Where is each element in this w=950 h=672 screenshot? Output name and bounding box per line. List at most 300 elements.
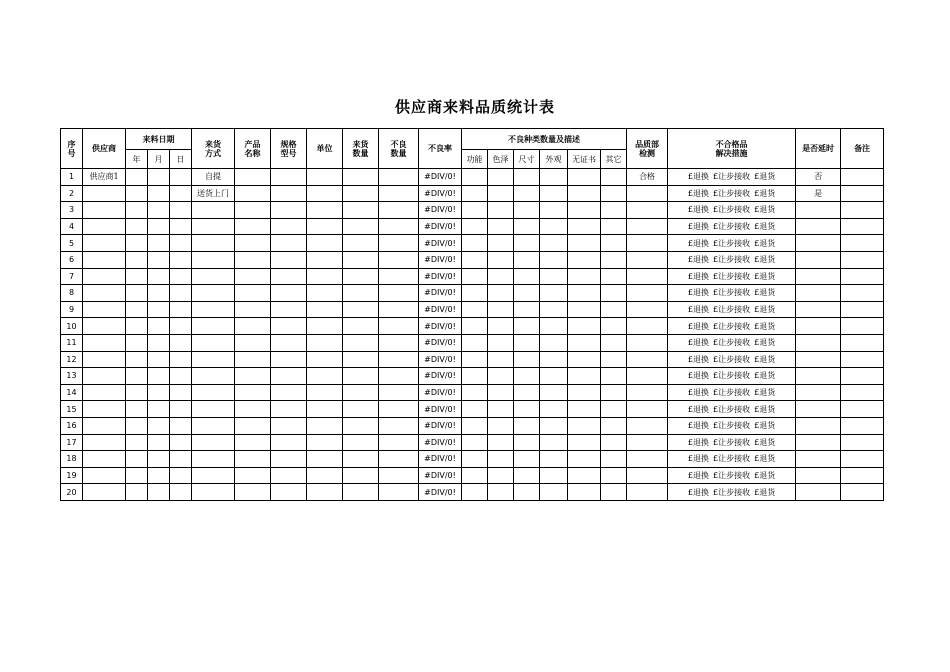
measure-option[interactable]: £退货 xyxy=(754,255,776,265)
cell-defect-function[interactable] xyxy=(462,467,488,484)
cell-product[interactable] xyxy=(235,434,271,451)
cell-mode[interactable] xyxy=(192,202,235,219)
cell-defect-other[interactable] xyxy=(601,368,627,385)
cell-qty-in[interactable] xyxy=(343,351,379,368)
cell-defect-appearance[interactable] xyxy=(540,202,568,219)
cell-defect-function[interactable] xyxy=(462,285,488,302)
cell-qc[interactable] xyxy=(627,268,668,285)
cell-supplier[interactable] xyxy=(83,401,126,418)
measure-option[interactable]: £退货 xyxy=(754,172,776,182)
cell-day[interactable] xyxy=(170,285,192,302)
measure-option[interactable]: £退货 xyxy=(754,188,776,198)
cell-mode[interactable]: 送货上门 xyxy=(192,185,235,202)
cell-month[interactable] xyxy=(148,434,170,451)
cell-seq[interactable]: 1 xyxy=(61,169,83,186)
cell-seq[interactable]: 20 xyxy=(61,484,83,501)
cell-year[interactable] xyxy=(126,467,148,484)
cell-year[interactable] xyxy=(126,235,148,252)
cell-seq[interactable]: 8 xyxy=(61,285,83,302)
cell-defect-nocert[interactable] xyxy=(568,384,601,401)
cell-defect-appearance[interactable] xyxy=(540,417,568,434)
cell-notes[interactable] xyxy=(841,368,884,385)
cell-defect-nocert[interactable] xyxy=(568,334,601,351)
measure-option[interactable]: £退换 xyxy=(687,238,710,248)
cell-month[interactable] xyxy=(148,417,170,434)
cell-defect-nocert[interactable] xyxy=(568,318,601,335)
measure-option[interactable]: £退货 xyxy=(754,421,776,431)
cell-measures[interactable] xyxy=(668,285,796,302)
cell-year[interactable] xyxy=(126,285,148,302)
cell-spec[interactable] xyxy=(271,351,307,368)
cell-defect-appearance[interactable] xyxy=(540,401,568,418)
measure-option[interactable]: £退货 xyxy=(754,437,776,447)
cell-mode[interactable]: 自提 xyxy=(192,169,235,186)
cell-rate[interactable]: #DIV/0! xyxy=(419,467,462,484)
cell-delay[interactable] xyxy=(796,368,841,385)
cell-defect-size[interactable] xyxy=(514,467,540,484)
measure-option[interactable]: £让步接收 xyxy=(713,404,751,414)
cell-defect-size[interactable] xyxy=(514,368,540,385)
cell-delay[interactable] xyxy=(796,268,841,285)
cell-spec[interactable] xyxy=(271,202,307,219)
cell-qc[interactable] xyxy=(627,467,668,484)
cell-defect-nocert[interactable] xyxy=(568,301,601,318)
cell-unit[interactable] xyxy=(307,285,343,302)
cell-defect-nocert[interactable] xyxy=(568,218,601,235)
cell-notes[interactable] xyxy=(841,251,884,268)
cell-qty-in[interactable] xyxy=(343,434,379,451)
cell-defect-other[interactable] xyxy=(601,451,627,468)
cell-defect-color[interactable] xyxy=(488,285,514,302)
cell-supplier[interactable] xyxy=(83,268,126,285)
measure-option[interactable]: £退货 xyxy=(754,454,776,464)
cell-qc[interactable] xyxy=(627,251,668,268)
cell-defect-size[interactable] xyxy=(514,334,540,351)
cell-qty-in[interactable] xyxy=(343,384,379,401)
cell-defect-size[interactable] xyxy=(514,384,540,401)
measure-option[interactable]: £让步接收 xyxy=(713,271,751,281)
cell-product[interactable] xyxy=(235,285,271,302)
measure-option[interactable]: £退货 xyxy=(754,222,776,232)
cell-supplier[interactable] xyxy=(83,334,126,351)
measure-option[interactable]: £让步接收 xyxy=(713,255,751,265)
measure-option[interactable]: £退换 xyxy=(687,437,710,447)
cell-day[interactable] xyxy=(170,417,192,434)
cell-qc[interactable] xyxy=(627,218,668,235)
cell-day[interactable] xyxy=(170,451,192,468)
measure-option[interactable]: £退换 xyxy=(687,255,710,265)
cell-qty-bad[interactable] xyxy=(379,268,419,285)
cell-year[interactable] xyxy=(126,218,148,235)
cell-year[interactable] xyxy=(126,202,148,219)
cell-defect-size[interactable] xyxy=(514,202,540,219)
measure-option[interactable]: £退货 xyxy=(754,238,776,248)
cell-month[interactable] xyxy=(148,401,170,418)
cell-mode[interactable] xyxy=(192,318,235,335)
cell-defect-function[interactable] xyxy=(462,301,488,318)
cell-seq[interactable]: 4 xyxy=(61,218,83,235)
measure-option[interactable]: £退换 xyxy=(687,205,710,215)
cell-qc[interactable]: 合格 xyxy=(627,169,668,186)
cell-defect-appearance[interactable] xyxy=(540,318,568,335)
cell-product[interactable] xyxy=(235,384,271,401)
cell-defect-function[interactable] xyxy=(462,169,488,186)
cell-month[interactable] xyxy=(148,285,170,302)
cell-month[interactable] xyxy=(148,218,170,235)
cell-supplier[interactable] xyxy=(83,451,126,468)
cell-unit[interactable] xyxy=(307,169,343,186)
cell-spec[interactable] xyxy=(271,218,307,235)
cell-spec[interactable] xyxy=(271,368,307,385)
cell-supplier[interactable] xyxy=(83,301,126,318)
cell-defect-function[interactable] xyxy=(462,434,488,451)
measure-option[interactable]: £让步接收 xyxy=(713,205,751,215)
cell-defect-appearance[interactable] xyxy=(540,251,568,268)
cell-qc[interactable] xyxy=(627,185,668,202)
cell-day[interactable] xyxy=(170,434,192,451)
cell-qty-in[interactable] xyxy=(343,484,379,501)
cell-defect-nocert[interactable] xyxy=(568,434,601,451)
cell-defect-size[interactable] xyxy=(514,351,540,368)
measure-option[interactable]: £让步接收 xyxy=(713,487,751,497)
cell-defect-appearance[interactable] xyxy=(540,235,568,252)
cell-defect-nocert[interactable] xyxy=(568,285,601,302)
cell-defect-color[interactable] xyxy=(488,384,514,401)
measure-option[interactable]: £退货 xyxy=(754,321,776,331)
measure-option[interactable]: £让步接收 xyxy=(713,354,751,364)
cell-delay[interactable] xyxy=(796,334,841,351)
cell-qty-bad[interactable] xyxy=(379,417,419,434)
cell-defect-color[interactable] xyxy=(488,434,514,451)
cell-year[interactable] xyxy=(126,417,148,434)
cell-mode[interactable] xyxy=(192,451,235,468)
cell-unit[interactable] xyxy=(307,251,343,268)
cell-seq[interactable]: 17 xyxy=(61,434,83,451)
cell-delay[interactable] xyxy=(796,401,841,418)
cell-defect-appearance[interactable] xyxy=(540,384,568,401)
cell-seq[interactable]: 10 xyxy=(61,318,83,335)
cell-seq[interactable]: 3 xyxy=(61,202,83,219)
cell-defect-color[interactable] xyxy=(488,268,514,285)
cell-product[interactable] xyxy=(235,417,271,434)
cell-year[interactable] xyxy=(126,185,148,202)
cell-supplier[interactable]: 供应商1 xyxy=(83,169,126,186)
cell-qty-bad[interactable] xyxy=(379,318,419,335)
cell-supplier[interactable] xyxy=(83,467,126,484)
cell-qc[interactable] xyxy=(627,318,668,335)
cell-rate[interactable]: #DIV/0! xyxy=(419,251,462,268)
cell-delay[interactable] xyxy=(796,301,841,318)
measure-option[interactable]: £退换 xyxy=(687,222,710,232)
cell-defect-color[interactable] xyxy=(488,169,514,186)
measure-option[interactable]: £让步接收 xyxy=(713,172,751,182)
cell-defect-function[interactable] xyxy=(462,251,488,268)
cell-mode[interactable] xyxy=(192,251,235,268)
cell-qty-in[interactable] xyxy=(343,235,379,252)
cell-seq[interactable]: 18 xyxy=(61,451,83,468)
cell-notes[interactable] xyxy=(841,401,884,418)
cell-delay[interactable] xyxy=(796,484,841,501)
cell-qc[interactable] xyxy=(627,401,668,418)
cell-supplier[interactable] xyxy=(83,251,126,268)
cell-measures[interactable] xyxy=(668,218,796,235)
cell-defect-other[interactable] xyxy=(601,351,627,368)
cell-notes[interactable] xyxy=(841,301,884,318)
cell-spec[interactable] xyxy=(271,434,307,451)
cell-defect-appearance[interactable] xyxy=(540,334,568,351)
cell-qc[interactable] xyxy=(627,334,668,351)
cell-defect-other[interactable] xyxy=(601,235,627,252)
cell-supplier[interactable] xyxy=(83,318,126,335)
cell-defect-appearance[interactable] xyxy=(540,484,568,501)
cell-defect-color[interactable] xyxy=(488,401,514,418)
cell-month[interactable] xyxy=(148,318,170,335)
cell-measures[interactable] xyxy=(668,451,796,468)
cell-notes[interactable] xyxy=(841,351,884,368)
cell-supplier[interactable] xyxy=(83,384,126,401)
cell-defect-color[interactable] xyxy=(488,218,514,235)
cell-year[interactable] xyxy=(126,334,148,351)
cell-supplier[interactable] xyxy=(83,368,126,385)
cell-defect-function[interactable] xyxy=(462,351,488,368)
measure-option[interactable]: £退换 xyxy=(687,321,710,331)
cell-seq[interactable]: 11 xyxy=(61,334,83,351)
cell-supplier[interactable] xyxy=(83,218,126,235)
cell-spec[interactable] xyxy=(271,384,307,401)
cell-month[interactable] xyxy=(148,467,170,484)
cell-defect-function[interactable] xyxy=(462,417,488,434)
cell-defect-appearance[interactable] xyxy=(540,301,568,318)
cell-day[interactable] xyxy=(170,351,192,368)
cell-notes[interactable] xyxy=(841,384,884,401)
cell-mode[interactable] xyxy=(192,218,235,235)
measure-option[interactable]: £退换 xyxy=(687,172,710,182)
cell-unit[interactable] xyxy=(307,467,343,484)
cell-defect-appearance[interactable] xyxy=(540,268,568,285)
cell-product[interactable] xyxy=(235,169,271,186)
cell-rate[interactable]: #DIV/0! xyxy=(419,368,462,385)
measure-option[interactable]: £退货 xyxy=(754,388,776,398)
cell-defect-function[interactable] xyxy=(462,484,488,501)
measure-option[interactable]: £退换 xyxy=(687,421,710,431)
cell-delay[interactable] xyxy=(796,451,841,468)
cell-measures[interactable] xyxy=(668,351,796,368)
cell-year[interactable] xyxy=(126,384,148,401)
cell-measures[interactable] xyxy=(668,251,796,268)
cell-day[interactable] xyxy=(170,251,192,268)
cell-day[interactable] xyxy=(170,301,192,318)
cell-defect-appearance[interactable] xyxy=(540,451,568,468)
cell-qty-bad[interactable] xyxy=(379,351,419,368)
cell-qc[interactable] xyxy=(627,202,668,219)
cell-delay[interactable] xyxy=(796,384,841,401)
cell-notes[interactable] xyxy=(841,451,884,468)
cell-unit[interactable] xyxy=(307,268,343,285)
cell-defect-appearance[interactable] xyxy=(540,434,568,451)
cell-defect-nocert[interactable] xyxy=(568,202,601,219)
measure-option[interactable]: £退换 xyxy=(687,338,710,348)
cell-month[interactable] xyxy=(148,202,170,219)
cell-measures[interactable] xyxy=(668,384,796,401)
measure-option[interactable]: £让步接收 xyxy=(713,238,751,248)
cell-day[interactable] xyxy=(170,169,192,186)
cell-notes[interactable] xyxy=(841,434,884,451)
cell-spec[interactable] xyxy=(271,417,307,434)
cell-defect-other[interactable] xyxy=(601,434,627,451)
cell-qty-bad[interactable] xyxy=(379,368,419,385)
cell-measures[interactable] xyxy=(668,268,796,285)
cell-mode[interactable] xyxy=(192,351,235,368)
cell-defect-nocert[interactable] xyxy=(568,251,601,268)
cell-unit[interactable] xyxy=(307,318,343,335)
cell-seq[interactable]: 5 xyxy=(61,235,83,252)
cell-unit[interactable] xyxy=(307,218,343,235)
cell-defect-other[interactable] xyxy=(601,169,627,186)
cell-spec[interactable] xyxy=(271,401,307,418)
measure-option[interactable]: £退货 xyxy=(754,371,776,381)
cell-delay[interactable] xyxy=(796,251,841,268)
cell-qty-in[interactable] xyxy=(343,417,379,434)
cell-product[interactable] xyxy=(235,484,271,501)
measure-option[interactable]: £让步接收 xyxy=(713,222,751,232)
cell-product[interactable] xyxy=(235,467,271,484)
cell-qc[interactable] xyxy=(627,417,668,434)
cell-defect-function[interactable] xyxy=(462,218,488,235)
cell-defect-function[interactable] xyxy=(462,384,488,401)
measure-option[interactable]: £让步接收 xyxy=(713,437,751,447)
cell-unit[interactable] xyxy=(307,417,343,434)
cell-product[interactable] xyxy=(235,251,271,268)
cell-notes[interactable] xyxy=(841,417,884,434)
cell-spec[interactable] xyxy=(271,318,307,335)
cell-year[interactable] xyxy=(126,434,148,451)
cell-month[interactable] xyxy=(148,268,170,285)
cell-defect-size[interactable] xyxy=(514,417,540,434)
cell-qc[interactable] xyxy=(627,384,668,401)
cell-defect-color[interactable] xyxy=(488,467,514,484)
cell-year[interactable] xyxy=(126,451,148,468)
cell-product[interactable] xyxy=(235,451,271,468)
cell-product[interactable] xyxy=(235,401,271,418)
cell-measures[interactable] xyxy=(668,434,796,451)
cell-defect-color[interactable] xyxy=(488,368,514,385)
cell-qty-bad[interactable] xyxy=(379,484,419,501)
cell-qty-bad[interactable] xyxy=(379,169,419,186)
cell-product[interactable] xyxy=(235,202,271,219)
cell-defect-other[interactable] xyxy=(601,401,627,418)
cell-product[interactable] xyxy=(235,185,271,202)
cell-day[interactable] xyxy=(170,384,192,401)
cell-qty-in[interactable] xyxy=(343,285,379,302)
cell-defect-appearance[interactable] xyxy=(540,351,568,368)
cell-qty-in[interactable] xyxy=(343,268,379,285)
cell-qty-bad[interactable] xyxy=(379,334,419,351)
cell-rate[interactable]: #DIV/0! xyxy=(419,417,462,434)
cell-unit[interactable] xyxy=(307,235,343,252)
cell-qty-in[interactable] xyxy=(343,334,379,351)
cell-rate[interactable]: #DIV/0! xyxy=(419,451,462,468)
cell-defect-other[interactable] xyxy=(601,318,627,335)
cell-defect-nocert[interactable] xyxy=(568,401,601,418)
cell-unit[interactable] xyxy=(307,202,343,219)
cell-defect-function[interactable] xyxy=(462,235,488,252)
cell-delay[interactable] xyxy=(796,285,841,302)
cell-measures[interactable] xyxy=(668,484,796,501)
cell-qty-bad[interactable] xyxy=(379,401,419,418)
cell-seq[interactable]: 7 xyxy=(61,268,83,285)
cell-rate[interactable]: #DIV/0! xyxy=(419,318,462,335)
measure-option[interactable]: £退换 xyxy=(687,305,710,315)
cell-mode[interactable] xyxy=(192,467,235,484)
cell-qty-in[interactable] xyxy=(343,185,379,202)
cell-day[interactable] xyxy=(170,467,192,484)
cell-defect-appearance[interactable] xyxy=(540,467,568,484)
cell-day[interactable] xyxy=(170,484,192,501)
cell-qc[interactable] xyxy=(627,368,668,385)
cell-seq[interactable]: 9 xyxy=(61,301,83,318)
cell-product[interactable] xyxy=(235,235,271,252)
cell-rate[interactable]: #DIV/0! xyxy=(419,202,462,219)
cell-defect-size[interactable] xyxy=(514,318,540,335)
cell-notes[interactable] xyxy=(841,318,884,335)
cell-qty-bad[interactable] xyxy=(379,285,419,302)
measure-option[interactable]: £退货 xyxy=(754,487,776,497)
cell-measures[interactable] xyxy=(668,202,796,219)
cell-measures[interactable] xyxy=(668,169,796,186)
cell-delay[interactable] xyxy=(796,318,841,335)
measure-option[interactable]: £让步接收 xyxy=(713,388,751,398)
measure-option[interactable]: £退货 xyxy=(754,470,776,480)
cell-defect-nocert[interactable] xyxy=(568,467,601,484)
cell-qty-bad[interactable] xyxy=(379,235,419,252)
cell-unit[interactable] xyxy=(307,368,343,385)
cell-qty-bad[interactable] xyxy=(379,202,419,219)
cell-mode[interactable] xyxy=(192,268,235,285)
measure-option[interactable]: £退换 xyxy=(687,454,710,464)
cell-spec[interactable] xyxy=(271,268,307,285)
cell-defect-color[interactable] xyxy=(488,251,514,268)
cell-measures[interactable] xyxy=(668,185,796,202)
cell-rate[interactable]: #DIV/0! xyxy=(419,268,462,285)
cell-defect-nocert[interactable] xyxy=(568,169,601,186)
cell-qc[interactable] xyxy=(627,451,668,468)
cell-unit[interactable] xyxy=(307,434,343,451)
cell-qty-in[interactable] xyxy=(343,218,379,235)
cell-qty-bad[interactable] xyxy=(379,301,419,318)
measure-option[interactable]: £退换 xyxy=(687,288,710,298)
cell-unit[interactable] xyxy=(307,451,343,468)
cell-unit[interactable] xyxy=(307,351,343,368)
measure-option[interactable]: £让步接收 xyxy=(713,305,751,315)
cell-defect-other[interactable] xyxy=(601,467,627,484)
cell-mode[interactable] xyxy=(192,484,235,501)
cell-product[interactable] xyxy=(235,218,271,235)
cell-defect-function[interactable] xyxy=(462,202,488,219)
cell-defect-size[interactable] xyxy=(514,451,540,468)
cell-defect-other[interactable] xyxy=(601,202,627,219)
cell-year[interactable] xyxy=(126,368,148,385)
cell-defect-appearance[interactable] xyxy=(540,368,568,385)
cell-delay[interactable] xyxy=(796,417,841,434)
cell-supplier[interactable] xyxy=(83,235,126,252)
cell-supplier[interactable] xyxy=(83,434,126,451)
cell-year[interactable] xyxy=(126,484,148,501)
cell-rate[interactable]: #DIV/0! xyxy=(419,169,462,186)
cell-rate[interactable]: #DIV/0! xyxy=(419,285,462,302)
cell-defect-nocert[interactable] xyxy=(568,417,601,434)
cell-qty-in[interactable] xyxy=(343,202,379,219)
cell-rate[interactable]: #DIV/0! xyxy=(419,351,462,368)
